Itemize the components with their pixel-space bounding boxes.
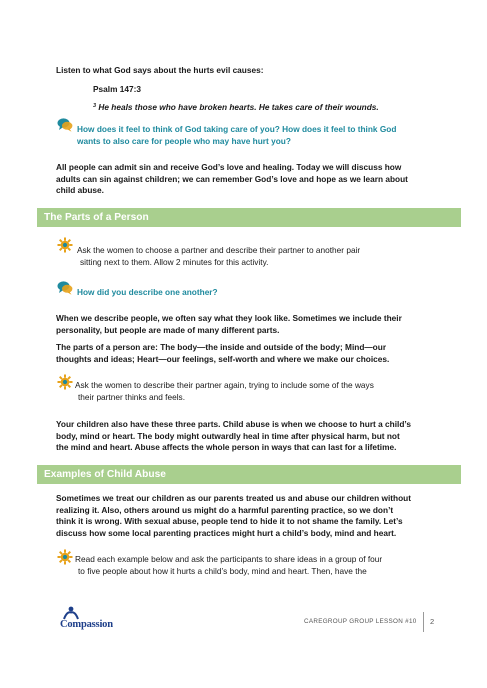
paragraph-1 xyxy=(56,162,408,197)
paragraph-2-line-1: When we describe people, we often say what they look like. Sometimes we include their xyxy=(56,313,402,323)
page-number: 2 xyxy=(430,617,435,626)
activity-2-line-1: Ask the women to describe their partner again, trying to include some of the ways xyxy=(75,380,374,390)
paragraph-3 xyxy=(56,342,389,365)
paragraph-4-line-3: the mind and heart. Abuse affects the whole person in ways that can last for a lifetime. xyxy=(56,442,397,453)
section-title: The Parts of a Person xyxy=(44,212,149,223)
footer-lesson-label: CAREGROUP GROUP LESSON #10 xyxy=(304,618,417,625)
paragraph-5-line-1: Sometimes we treat our children as our parents treated us and abuse our children without xyxy=(56,493,411,503)
question-2: How did you describe one another? xyxy=(77,287,218,297)
paragraph-5-line-4: discuss how some local parenting practices might hurt a child’s body, mind and heart. xyxy=(56,527,397,538)
activity-3-line-1: Read each example below and ask the participants to share ideas in a group of four xyxy=(75,554,383,564)
paragraph-5-line-3: think it is wrong. With sexual abuse, people tend to hide it to not shame the family. Let’s xyxy=(56,516,403,527)
logo-text: Compassion xyxy=(60,619,113,630)
activity-2-line-2: their partner thinks and feels. xyxy=(78,391,185,402)
activity-3-line-2: to five people about how it hurts a child’s body, mind and heart. Then, have the xyxy=(78,565,367,576)
section-title: Examples of Child Abuse xyxy=(44,469,166,480)
paragraph-2 xyxy=(56,313,402,336)
paragraph-3-line-1: The parts of a person are: The body—the inside and outside of the body; Mind—our xyxy=(56,342,387,352)
person-figure-icon xyxy=(63,606,79,620)
question-1 xyxy=(77,124,396,147)
activity-3 xyxy=(75,554,382,577)
section-banner-examples-of-abuse xyxy=(37,465,461,484)
compassion-logo xyxy=(57,606,137,636)
paragraph-5-line-2: realizing it. Also, others around us might do a harmful parenting practice, so we don’t xyxy=(56,504,394,515)
paragraph-2-line-2: personality, but people are made of many different parts. xyxy=(56,324,280,335)
activity-2 xyxy=(75,380,374,403)
scripture-verse xyxy=(93,102,379,114)
paragraph-4 xyxy=(56,419,411,454)
paragraph-3-line-2: thoughts and ideas; Heart—our feelings, self-worth and where we make our choices. xyxy=(56,353,390,364)
speech-bubbles-icon xyxy=(57,280,73,296)
gear-sun-icon xyxy=(57,549,73,565)
activity-1 xyxy=(77,245,360,268)
paragraph-5 xyxy=(56,493,411,539)
activity-1-line-2: sitting next to them. Allow 2 minutes for this activity. xyxy=(80,256,269,267)
intro-text: Listen to what God says about the hurts evil causes: xyxy=(56,65,264,75)
paragraph-1-line-3: child abuse. xyxy=(56,185,104,196)
paragraph-1-line-1: All people can admit sin and receive God’s love and healing. Today we will discuss how xyxy=(56,162,402,172)
paragraph-1-line-2: adults can sin against children; we can remember God’s love and hope as we learn about xyxy=(56,173,408,184)
scripture-reference: Psalm 147:3 xyxy=(93,84,141,94)
gear-sun-icon xyxy=(57,374,73,390)
activity-1-line-1: Ask the women to choose a partner and describe their partner to another pair xyxy=(77,245,361,255)
speech-bubbles-icon xyxy=(57,117,73,133)
paragraph-4-line-1: Your children also have these three parts. Child abuse is when we choose to hurt a child’s xyxy=(56,419,412,429)
question-1-line-2: wants to also care for people who may have hurt you? xyxy=(77,135,291,146)
verse-number: 3 xyxy=(93,103,97,109)
paragraph-4-line-2: body, mind or heart. The body might outwardly heal in time after physical harm, but not xyxy=(56,430,400,441)
verse-text: He heals those who have broken hearts. He takes care of their wounds. xyxy=(98,102,379,112)
footer-divider xyxy=(423,612,424,632)
gear-sun-icon xyxy=(57,237,73,253)
question-1-line-1: How does it feel to think of God taking care of you? How does it feel to think God xyxy=(77,124,397,134)
section-banner-parts-of-person xyxy=(37,208,461,227)
